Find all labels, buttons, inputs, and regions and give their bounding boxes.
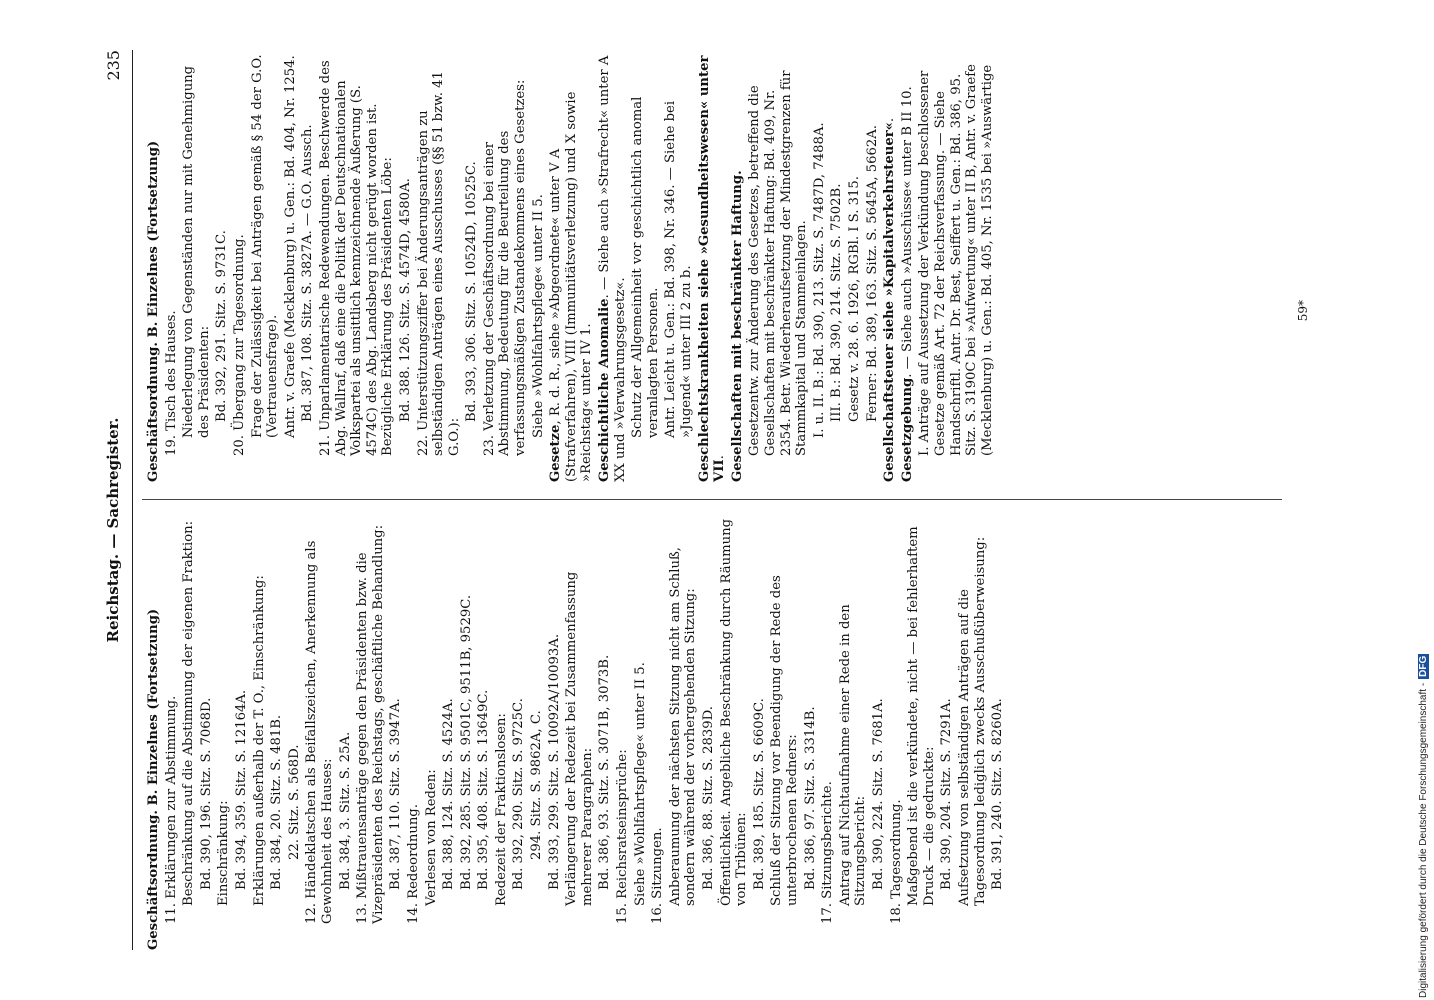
dfg-logo: DFG (1418, 655, 1429, 677)
credit-text: Digitalisierung gefördert durch die Deutsche Forschungsgemeinschaft - (1418, 682, 1429, 998)
digitization-credit (1418, 0, 1429, 998)
index-entry: Gesetze, R. d. R., siehe »Abgeordnete« unter V A (Strafverfahren), VIII (Immunitätsverletzung) und X sowie »Reichstag« unter IV 1. (548, 91, 595, 482)
index-entry: 18. Tagesordnung. (888, 799, 904, 924)
index-entry: Bd. 386, 97. Sitz. S. 3314B. (802, 706, 818, 890)
index-entry: Bd. 391, 240. Sitz. S. 8260A. (990, 698, 1006, 890)
index-entry: Anberaumung der nächsten Sitzung nicht am Schluß, sondern während der vorhergehenden Sitzung: (667, 547, 699, 906)
signature-mark: 59* (1296, 300, 1311, 322)
index-entry: Bd. 394, 359. Sitz. S. 12164A. (233, 689, 249, 890)
index-entry: Verlesen von Reden: (423, 769, 439, 906)
index-entry: Geschlechtskrankheiten siehe »Gesundheitswesen« unter VII. (696, 55, 728, 482)
index-entry: Bd. 390, 224. Sitz. S. 7681A. (870, 698, 886, 890)
index-entry: Redezeit der Fraktionslosen: (493, 713, 509, 906)
running-head (102, 50, 126, 950)
index-entry: Bd. 393, 299. Sitz. S. 10092A/10093A. (546, 633, 562, 890)
index-entry: Erklärungen außerhalb der T. O., Einschränkung: (251, 575, 267, 906)
column-divider (142, 499, 1282, 500)
index-entry: Bd. 387, 108. Sitz. S. 3827A. — G.O. Aussch. (300, 124, 316, 422)
index-entry: Geschichtliche Anomalie. — Siehe auch »Strafrecht« unter A XX und »Verwahrungsgesetz«. (597, 55, 628, 482)
index-entry: Bd. 390, 204. Sitz. S. 7291A. (939, 698, 955, 890)
index-entry: 15. Reichsratseinsprüche: (615, 749, 631, 924)
index-entry: 294. Sitz. S. 9862A, C. (529, 710, 545, 860)
header-rule (132, 50, 133, 950)
page-number: 235 (104, 50, 124, 81)
index-entry: Gesetzgebung. — Siehe auch »Ausschüsse« unter B II 10. (899, 86, 915, 482)
index-entry: Schluß der Sitzung vor Beendigung der Rede des unterbrochenen Redners: (769, 575, 800, 906)
index-entry: Einschränkung: (216, 800, 232, 906)
index-entry: Bd. 387, 110. Sitz. S. 3947A. (388, 698, 404, 890)
index-entry: Antr. v. Graefe (Mecklenburg) u. Gen.: Bd. 404, Nr. 1254. (282, 55, 298, 438)
index-entry: 21. Unparlamentarische Redewendungen. Beschwerde des Abg. Wallraf, daß eine die Politik der Deutschnationalen Volkspartei als unsittlich kennzeichnende Äußerung (S. 4574C) des Abg. Landsberg nicht gerügt worden ist. Bezügliche Erklärung des Präsidenten Löbe: (317, 60, 396, 456)
index-entry: Bd. 388. 126. Sitz. S. 4574D, 4580A. (397, 178, 413, 422)
index-entry: Aufsetzung von selbständigen Anträgen auf die Tagesordnung lediglich zwecks Ausschußüberweisung: (956, 536, 988, 906)
index-entry: Bd. 392, 291. Sitz. S. 9731C. (214, 230, 230, 422)
index-entry: Bd. 393, 306. Sitz. S. 10524D, 10525C. (464, 161, 480, 422)
index-entry: 13. Mißtrauensanträge gegen den Präsidenten bzw. die Vizepräsidenten des Reichstags, geschäftliche Behandlung: (355, 524, 386, 924)
rotated-page-content (102, 50, 1332, 950)
index-entry: Gesetz v. 28. 6. 1926, RGBl. I S. 315. (846, 176, 862, 422)
index-entry: I. Anträge auf Aussetzung der Verkündung beschlossener Gesetze gemäß Art. 72 der Reichsverfassung. — Siehe Handschriftl. Antr. Dr. Best, Seiffert u. Gen.: Bd. 386, 95. Sitz. S. 3190C bei »Aufwertung« unter II B, Antr. v. Graefe (Mecklenburg) u. Gen.: Bd. 405, Nr. 1535 bei »Auswärtige (917, 64, 995, 456)
index-entry: 17. Sitzungsberichte. (820, 781, 836, 924)
index-entry: 22. Unterstützungsziffer bei Änderungsanträgen zu selbständigen Anträgen eines Ausschusses (§§ 51 bzw. 41 G.O.): (415, 71, 462, 456)
index-entry: Geschäftsordnung. B. Einzelnes (Fortsetzung) (146, 608, 161, 950)
index-entry: Öffentlichkeit. Angebliche Beschränkung durch Räumung von Tribünen: (718, 518, 750, 906)
index-entry: Bd. 384, 3. Sitz. S. 25A. (337, 731, 353, 890)
index-entry: Bd. 390, 196. Sitz. S. 7068D. (198, 697, 214, 890)
index-entry: Gesetzentw. zur Änderung des Gesetzes, betreffend die Gesellschaften mit beschränkter Haftung: Bd. 409, Nr. 2354. Betr. Wiederheraufsetzung der Mindestgrenzen für Stammkapital und Stammeinlagen. (747, 70, 810, 456)
left-column (146, 518, 1008, 950)
index-entry: 11. Erklärungen zur Abstimmung. (163, 695, 179, 924)
index-entry: Schutz der Allgemeinheit vor geschichtlich anomal veranlagten Personen. (630, 96, 661, 438)
right-column (146, 50, 997, 482)
index-entry: Ferner: Bd. 389, 163. Sitz. S. 5645A, 5662A. (864, 125, 880, 422)
index-entry: Frage der Zulässigkeit bei Anträgen gemäß § 54 der G.O. (Vertrauensfrage). (249, 54, 281, 438)
index-entry: 16. Sitzungen. (650, 827, 666, 924)
index-entry: 12. Händeklatschen als Beifallszeichen, Anerkennung als Gewohnheit des Hauses: (304, 540, 335, 924)
index-entry: III. B.: Bd. 390, 214. Sitz. S. 7502B. (829, 183, 845, 422)
index-entry: 19. Tisch des Hauses. (163, 310, 179, 456)
index-entry: Bd. 392, 285. Sitz. S. 9501C, 9511B, 9529C. (458, 594, 474, 890)
index-entry: Siehe »Wohlfahrtspflege« unter II 5. (632, 662, 648, 906)
index-entry: 20. Übergang zur Tagesordnung. (231, 234, 247, 456)
index-entry: Siehe »Wohlfahrtspflege« unter II 5. (530, 194, 546, 438)
index-entry: Bd. 386, 93. Sitz. S. 3071B, 3073B. (597, 654, 613, 890)
index-entry: Bd. 388, 124. Sitz. S. 4524A. (441, 698, 457, 890)
index-entry: Beschränkung auf die Abstimmung der eigenen Fraktion: (181, 520, 197, 906)
index-entry: Maßgebend ist die verkündete, nicht — bei fehlerhaftem Druck — die gedruckte: (906, 526, 937, 906)
index-entry: 23. Verletzung der Geschäftsordnung bei einer Abstimmung, Bedeutung für die Beurteilung des verfassungsmäßigen Zustandekommens eines Gesetzes: (481, 79, 529, 456)
index-entry: 14. Redeordnung. (405, 804, 421, 924)
index-entry: Verlängerung der Redezeit bei Zusammenfassung mehrerer Paragraphen: (564, 571, 595, 906)
index-entry: Niederlegung von Gegenständen nur mit Genehmigung des Präsidenten: (181, 65, 212, 438)
index-entry: Bd. 395, 408. Sitz. S. 13649C. (476, 689, 492, 890)
index-entry: Antr. Leicht u. Gen.: Bd. 398, Nr. 346. — Siehe bei »Jugend« unter III 2 zu b. (663, 100, 694, 438)
index-entry: Bd. 389, 185. Sitz. S. 6609C. (751, 698, 767, 890)
index-entry: Bd. 384, 20. Sitz. S. 481B. (269, 714, 285, 890)
index-entry: 22. Sitz. S. 568D. (286, 744, 302, 860)
index-entry: Geschäftsordnung. B. Einzelnes (Fortsetzung) (146, 140, 161, 482)
index-entry: Bd. 392, 290. Sitz. S. 9725C. (511, 698, 527, 890)
index-entry: Bd. 386, 88. Sitz. S. 2839D. (701, 706, 716, 890)
running-head-title: Reichstag. — Sachregister. (104, 417, 123, 643)
index-entry: I. u. II. B.: Bd. 390, 213. Sitz. S. 7487D, 7488A. (811, 122, 827, 438)
index-entry: Gesellschaftsteuer siehe »Kapitalverkehrsteuer«. (882, 117, 898, 482)
index-entry: Gesellschaften mit beschränkter Haftung. (729, 170, 745, 482)
index-entry: Antrag auf Nichtaufnahme einer Rede in den Sitzungsbericht: (837, 604, 869, 906)
